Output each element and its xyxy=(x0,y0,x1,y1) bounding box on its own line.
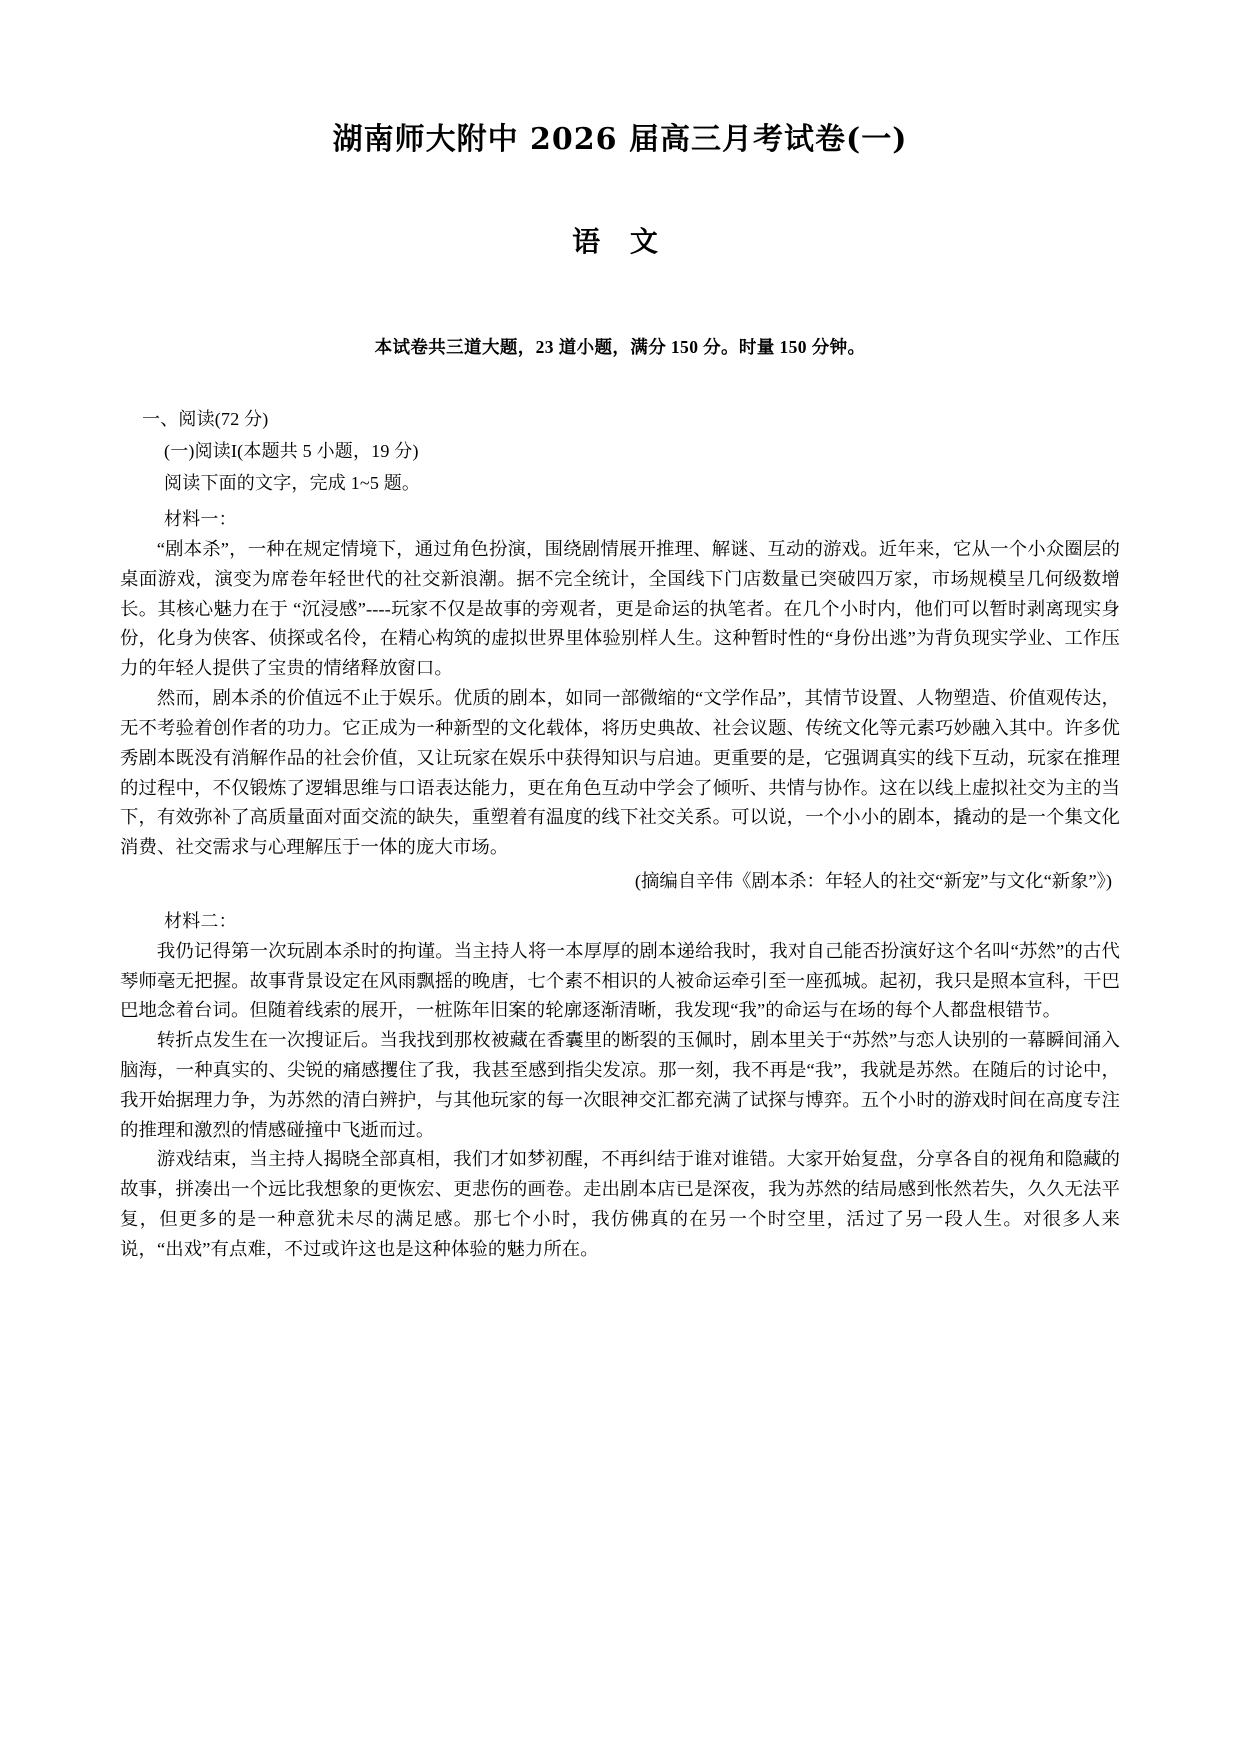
material-one-body xyxy=(120,535,1120,863)
material-one-label: 材料一： xyxy=(164,509,237,529)
paragraph: “剧本杀”，一种在规定情境下，通过角色扮演，围绕剧情展开推理、解谜、互动的游戏。近年来，它从一个小众圈层的桌面游戏，演变为席卷年轻世代的社交新浪潮。据不完全统计，全国线下门店数量已突破四万家，市场规模呈几何级数增长。其核心魅力在于 “沉浸感”----玩家不仅是故事的旁观者，更是命运的执笔者。在几个小时内，他们可以暂时剥离现实身份，化身为侠客、侦探或名伶，在精心构筑的虚拟世界里体验别样人生。这种暂时性的“身份出逃”为背负现实学业、工作压力的年轻人提供了宝贵的情绪释放窗口。 xyxy=(120,539,1120,679)
paragraph: 转折点发生在一次搜证后。当我找到那枚被藏在香囊里的断裂的玉佩时，剧本里关于“苏然”与恋人诀别的一幕瞬间涌入脑海，一种真实的、尖锐的痛感攫住了我，我甚至感到指尖发凉。那一刻，我不再是“我”，我就是苏然。在随后的讨论中，我开始据理力争，为苏然的清白辨护，与其他玩家的每一次眼神交汇都充满了试探与博弈。五个小时的游戏时间在高度专注的推理和激烈的情感碰撞中飞逝而过。 xyxy=(120,1030,1120,1140)
material-one-source: (摘编自辛伟《剧本杀：年轻人的社交“新宠”与文化“新象”》) xyxy=(634,870,1112,891)
material-two-label: 材料二： xyxy=(164,910,237,931)
section-heading: 一、阅读(72 分) xyxy=(142,409,269,429)
material-two-body xyxy=(120,937,1120,1265)
paragraph: 然而，剧本杀的价值远不止于娱乐。优质的剧本，如同一部微缩的“文学作品”，其情节设置、人物塑造、价值观传达，无不考验着创作者的功力。它正成为一种新型的文化载体，将历史典故、社会议题、传统文化等元素巧妙融入其中。许多优秀剧本既没有消解作品的社会价值，又让玩家在娱乐中获得知识与启迪。更重要的是，它强调真实的线下互动，玩家在推理的过程中，不仅锻炼了逻辑思维与口语表达能力，更在角色互动中学会了倾听、共情与协作。这在以线上虚拟社交为主的当下，有效弥补了高质量面对面交流的缺失，重塑着有温度的线下社交关系。可以说，一个小小的剧本，撬动的是一个集文化消费、社交需求与心理解压于一体的庞大市场。 xyxy=(120,688,1120,858)
sub-heading: (一)阅读I(本题共 5 小题，19 分) xyxy=(164,441,419,461)
exam-note: 本试卷共三道大题，23 道小题，满分 150 分。时量 150 分钟。 xyxy=(374,337,866,357)
instruction-text: 阅读下面的文字，完成 1~5 题。 xyxy=(164,473,421,493)
page-title: 湖南师大附中 2026 届高三月考试卷(一) xyxy=(332,122,908,157)
subject-title: 语 文 xyxy=(572,225,668,258)
paragraph: 游戏结束，当主持人揭晓全部真相，我们才如梦初醒，不再纠结于谁对谁错。大家开始复盘，分享各自的视角和隐藏的故事，拼凑出一个远比我想象的更恢宏、更悲伤的画卷。走出剧本店已是深夜，我为苏然的结局感到怅然若失，久久无法平复，但更多的是一种意犹未尽的满足感。那七个小时，我仿佛真的在另一个时空里，活过了另一段人生。对很多人来说，“出戏”有点难，不过或许这也是这种体验的魅力所在。 xyxy=(120,1149,1120,1259)
paragraph: 我仍记得第一次玩剧本杀时的拘谨。当主持人将一本厚厚的剧本递给我时，我对自己能否扮演好这个名叫“苏然”的古代琴师毫无把握。故事背景设定在风雨飘摇的晚唐，七个素不相识的人被命运牵引至一座孤城。起初，我只是照本宣科，干巴巴地念着台词。但随着线索的展开，一桩陈年旧案的轮廓逐渐清晰，我发现“我”的命运与在场的每个人都盘根错节。 xyxy=(120,940,1120,1021)
